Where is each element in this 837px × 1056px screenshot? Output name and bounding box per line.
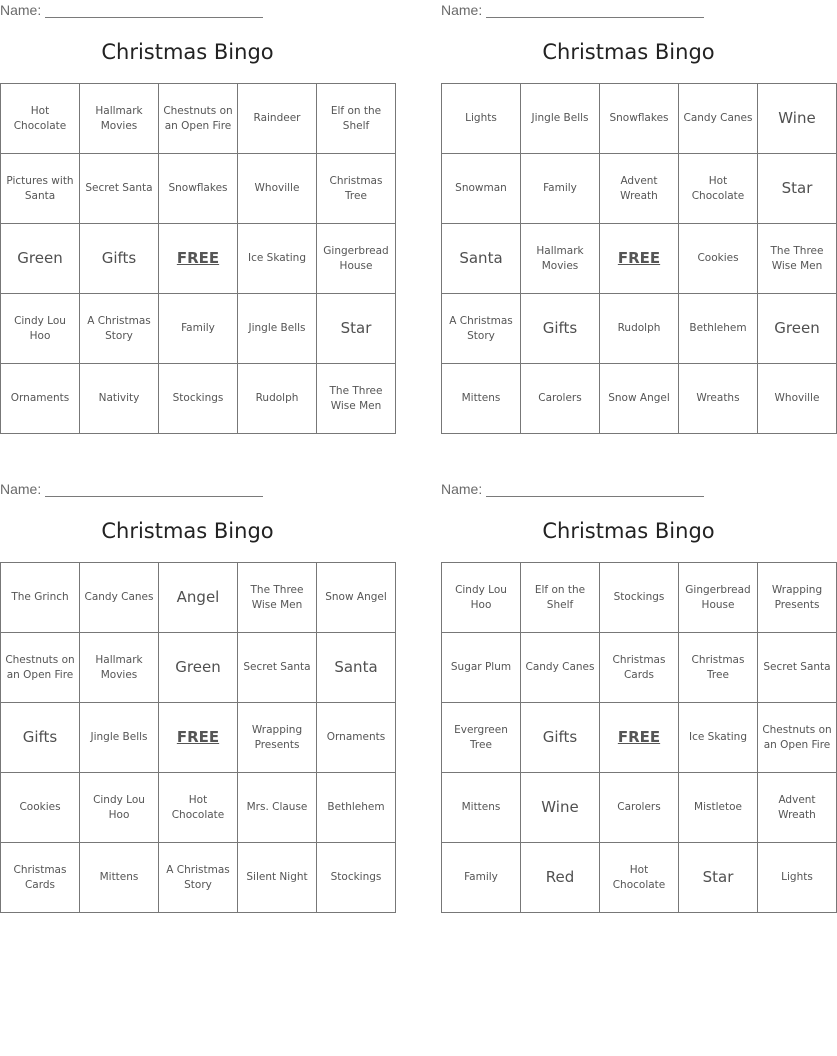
grid-row <box>1 773 396 843</box>
bingo-cell: Hot Chocolate <box>679 154 758 224</box>
bingo-cell: Star <box>679 843 758 913</box>
bingo-cell: Mittens <box>442 364 521 434</box>
bingo-cell: Green <box>159 633 238 703</box>
grid-row <box>1 703 396 773</box>
bingo-cell: Snowflakes <box>600 84 679 154</box>
bingo-cell: A Christmas Story <box>442 294 521 364</box>
bingo-cell: The Three Wise Men <box>238 563 317 633</box>
grid-row <box>1 633 396 703</box>
bingo-cell: A Christmas Story <box>159 843 238 913</box>
name-label: Name: <box>441 2 483 18</box>
bingo-grid <box>441 562 837 913</box>
bingo-cell: Whoville <box>238 154 317 224</box>
grid-row <box>1 154 396 224</box>
bingo-cell: Evergreen Tree <box>442 703 521 773</box>
name-label: Name: <box>441 481 483 497</box>
bingo-cell: Chestnuts on an Open Fire <box>159 84 238 154</box>
bingo-cell: Secret Santa <box>238 633 317 703</box>
bingo-cell: Family <box>521 154 600 224</box>
bingo-cell: Hallmark Movies <box>80 633 159 703</box>
grid-row <box>442 224 837 294</box>
grid-row <box>1 843 396 913</box>
bingo-cell: Candy Canes <box>679 84 758 154</box>
bingo-grid <box>0 83 396 434</box>
name-write-line <box>45 17 263 18</box>
bingo-cell: Hallmark Movies <box>521 224 600 294</box>
bingo-cell: Snow Angel <box>317 563 396 633</box>
bingo-cell: Sugar Plum <box>442 633 521 703</box>
bingo-cell: The Three Wise Men <box>758 224 837 294</box>
card-title: Christmas Bingo <box>101 40 274 64</box>
bingo-cell: Lights <box>758 843 837 913</box>
bingo-grid <box>441 83 837 434</box>
bingo-cell: Jingle Bells <box>521 84 600 154</box>
bingo-cell: Raindeer <box>238 84 317 154</box>
card-title: Christmas Bingo <box>542 40 715 64</box>
bingo-cell: Bethlehem <box>317 773 396 843</box>
bingo-cell: Gifts <box>1 703 80 773</box>
bingo-cell: Hallmark Movies <box>80 84 159 154</box>
grid-row <box>442 563 837 633</box>
bingo-cell: Ornaments <box>317 703 396 773</box>
bingo-cell: Red <box>521 843 600 913</box>
bingo-cell: Cookies <box>679 224 758 294</box>
bingo-cell: Gifts <box>521 294 600 364</box>
free-space: FREE <box>600 224 679 294</box>
bingo-cell: Ornaments <box>1 364 80 434</box>
bingo-cell: Wrapping Presents <box>238 703 317 773</box>
grid-row <box>1 294 396 364</box>
name-field <box>441 2 704 20</box>
bingo-cell: Santa <box>317 633 396 703</box>
grid-row <box>442 294 837 364</box>
bingo-cell: Wreaths <box>679 364 758 434</box>
bingo-cell: Carolers <box>521 364 600 434</box>
bingo-cell: Family <box>442 843 521 913</box>
bingo-cell: Carolers <box>600 773 679 843</box>
bingo-cell: Elf on the Shelf <box>521 563 600 633</box>
bingo-cell: Advent Wreath <box>758 773 837 843</box>
bingo-cell: Candy Canes <box>521 633 600 703</box>
grid-row <box>442 773 837 843</box>
grid-row <box>1 364 396 434</box>
bingo-cell: Gingerbread House <box>679 563 758 633</box>
bingo-cell: Wrapping Presents <box>758 563 837 633</box>
grid-row <box>1 84 396 154</box>
name-write-line <box>486 496 704 497</box>
bingo-cell: The Grinch <box>1 563 80 633</box>
name-field <box>0 2 263 20</box>
grid-row <box>442 843 837 913</box>
bingo-cell: Hot Chocolate <box>1 84 80 154</box>
free-space: FREE <box>159 703 238 773</box>
free-space: FREE <box>600 703 679 773</box>
bingo-cell: The Three Wise Men <box>317 364 396 434</box>
card-title: Christmas Bingo <box>101 519 274 543</box>
bingo-cell: Green <box>1 224 80 294</box>
bingo-cell: Christmas Tree <box>679 633 758 703</box>
bingo-cell: Hot Chocolate <box>600 843 679 913</box>
bingo-cell: Christmas Cards <box>1 843 80 913</box>
bingo-cell: Rudolph <box>238 364 317 434</box>
bingo-cell: Candy Canes <box>80 563 159 633</box>
bingo-cell: Silent Night <box>238 843 317 913</box>
bingo-cell: Ice Skating <box>679 703 758 773</box>
bingo-cell: Snow Angel <box>600 364 679 434</box>
bingo-cell: Snowman <box>442 154 521 224</box>
bingo-cell: Stockings <box>317 843 396 913</box>
grid-row <box>1 563 396 633</box>
bingo-cell: Hot Chocolate <box>159 773 238 843</box>
bingo-cell: Jingle Bells <box>238 294 317 364</box>
grid-row <box>442 154 837 224</box>
bingo-cell: Gifts <box>521 703 600 773</box>
bingo-cell: Star <box>317 294 396 364</box>
grid-row <box>442 84 837 154</box>
name-label: Name: <box>0 481 42 497</box>
bingo-cell: Mistletoe <box>679 773 758 843</box>
bingo-cell: Stockings <box>159 364 238 434</box>
bingo-cell: Secret Santa <box>80 154 159 224</box>
name-field <box>441 481 704 499</box>
bingo-cell: Wine <box>521 773 600 843</box>
bingo-cell: Rudolph <box>600 294 679 364</box>
bingo-cell: Star <box>758 154 837 224</box>
bingo-grid <box>0 562 396 913</box>
bingo-cell: Cindy Lou Hoo <box>442 563 521 633</box>
bingo-cell: Angel <box>159 563 238 633</box>
bingo-cell: Cookies <box>1 773 80 843</box>
bingo-cell: Cindy Lou Hoo <box>80 773 159 843</box>
bingo-cell: Pictures with Santa <box>1 154 80 224</box>
bingo-cell: Ice Skating <box>238 224 317 294</box>
bingo-cell: Wine <box>758 84 837 154</box>
bingo-cell: Green <box>758 294 837 364</box>
bingo-cell: Advent Wreath <box>600 154 679 224</box>
bingo-cell: Santa <box>442 224 521 294</box>
bingo-cell: Bethlehem <box>679 294 758 364</box>
name-field <box>0 481 263 499</box>
grid-row <box>442 364 837 434</box>
bingo-cell: Mrs. Clause <box>238 773 317 843</box>
free-space: FREE <box>159 224 238 294</box>
bingo-cell: Chestnuts on an Open Fire <box>1 633 80 703</box>
name-write-line <box>486 17 704 18</box>
bingo-cell: Mittens <box>442 773 521 843</box>
card-title: Christmas Bingo <box>542 519 715 543</box>
bingo-cell: Stockings <box>600 563 679 633</box>
bingo-cell: Nativity <box>80 364 159 434</box>
bingo-cell: Gingerbread House <box>317 224 396 294</box>
bingo-cell: Gifts <box>80 224 159 294</box>
bingo-cell: Chestnuts on an Open Fire <box>758 703 837 773</box>
grid-row <box>442 633 837 703</box>
bingo-cell: Secret Santa <box>758 633 837 703</box>
bingo-cell: A Christmas Story <box>80 294 159 364</box>
bingo-cell: Jingle Bells <box>80 703 159 773</box>
bingo-cell: Family <box>159 294 238 364</box>
grid-row <box>442 703 837 773</box>
bingo-cell: Lights <box>442 84 521 154</box>
grid-row <box>1 224 396 294</box>
bingo-cell: Whoville <box>758 364 837 434</box>
bingo-cell: Christmas Tree <box>317 154 396 224</box>
bingo-cell: Elf on the Shelf <box>317 84 396 154</box>
bingo-cell: Cindy Lou Hoo <box>1 294 80 364</box>
bingo-cell: Christmas Cards <box>600 633 679 703</box>
name-label: Name: <box>0 2 42 18</box>
bingo-cell: Snowflakes <box>159 154 238 224</box>
bingo-cell: Mittens <box>80 843 159 913</box>
name-write-line <box>45 496 263 497</box>
